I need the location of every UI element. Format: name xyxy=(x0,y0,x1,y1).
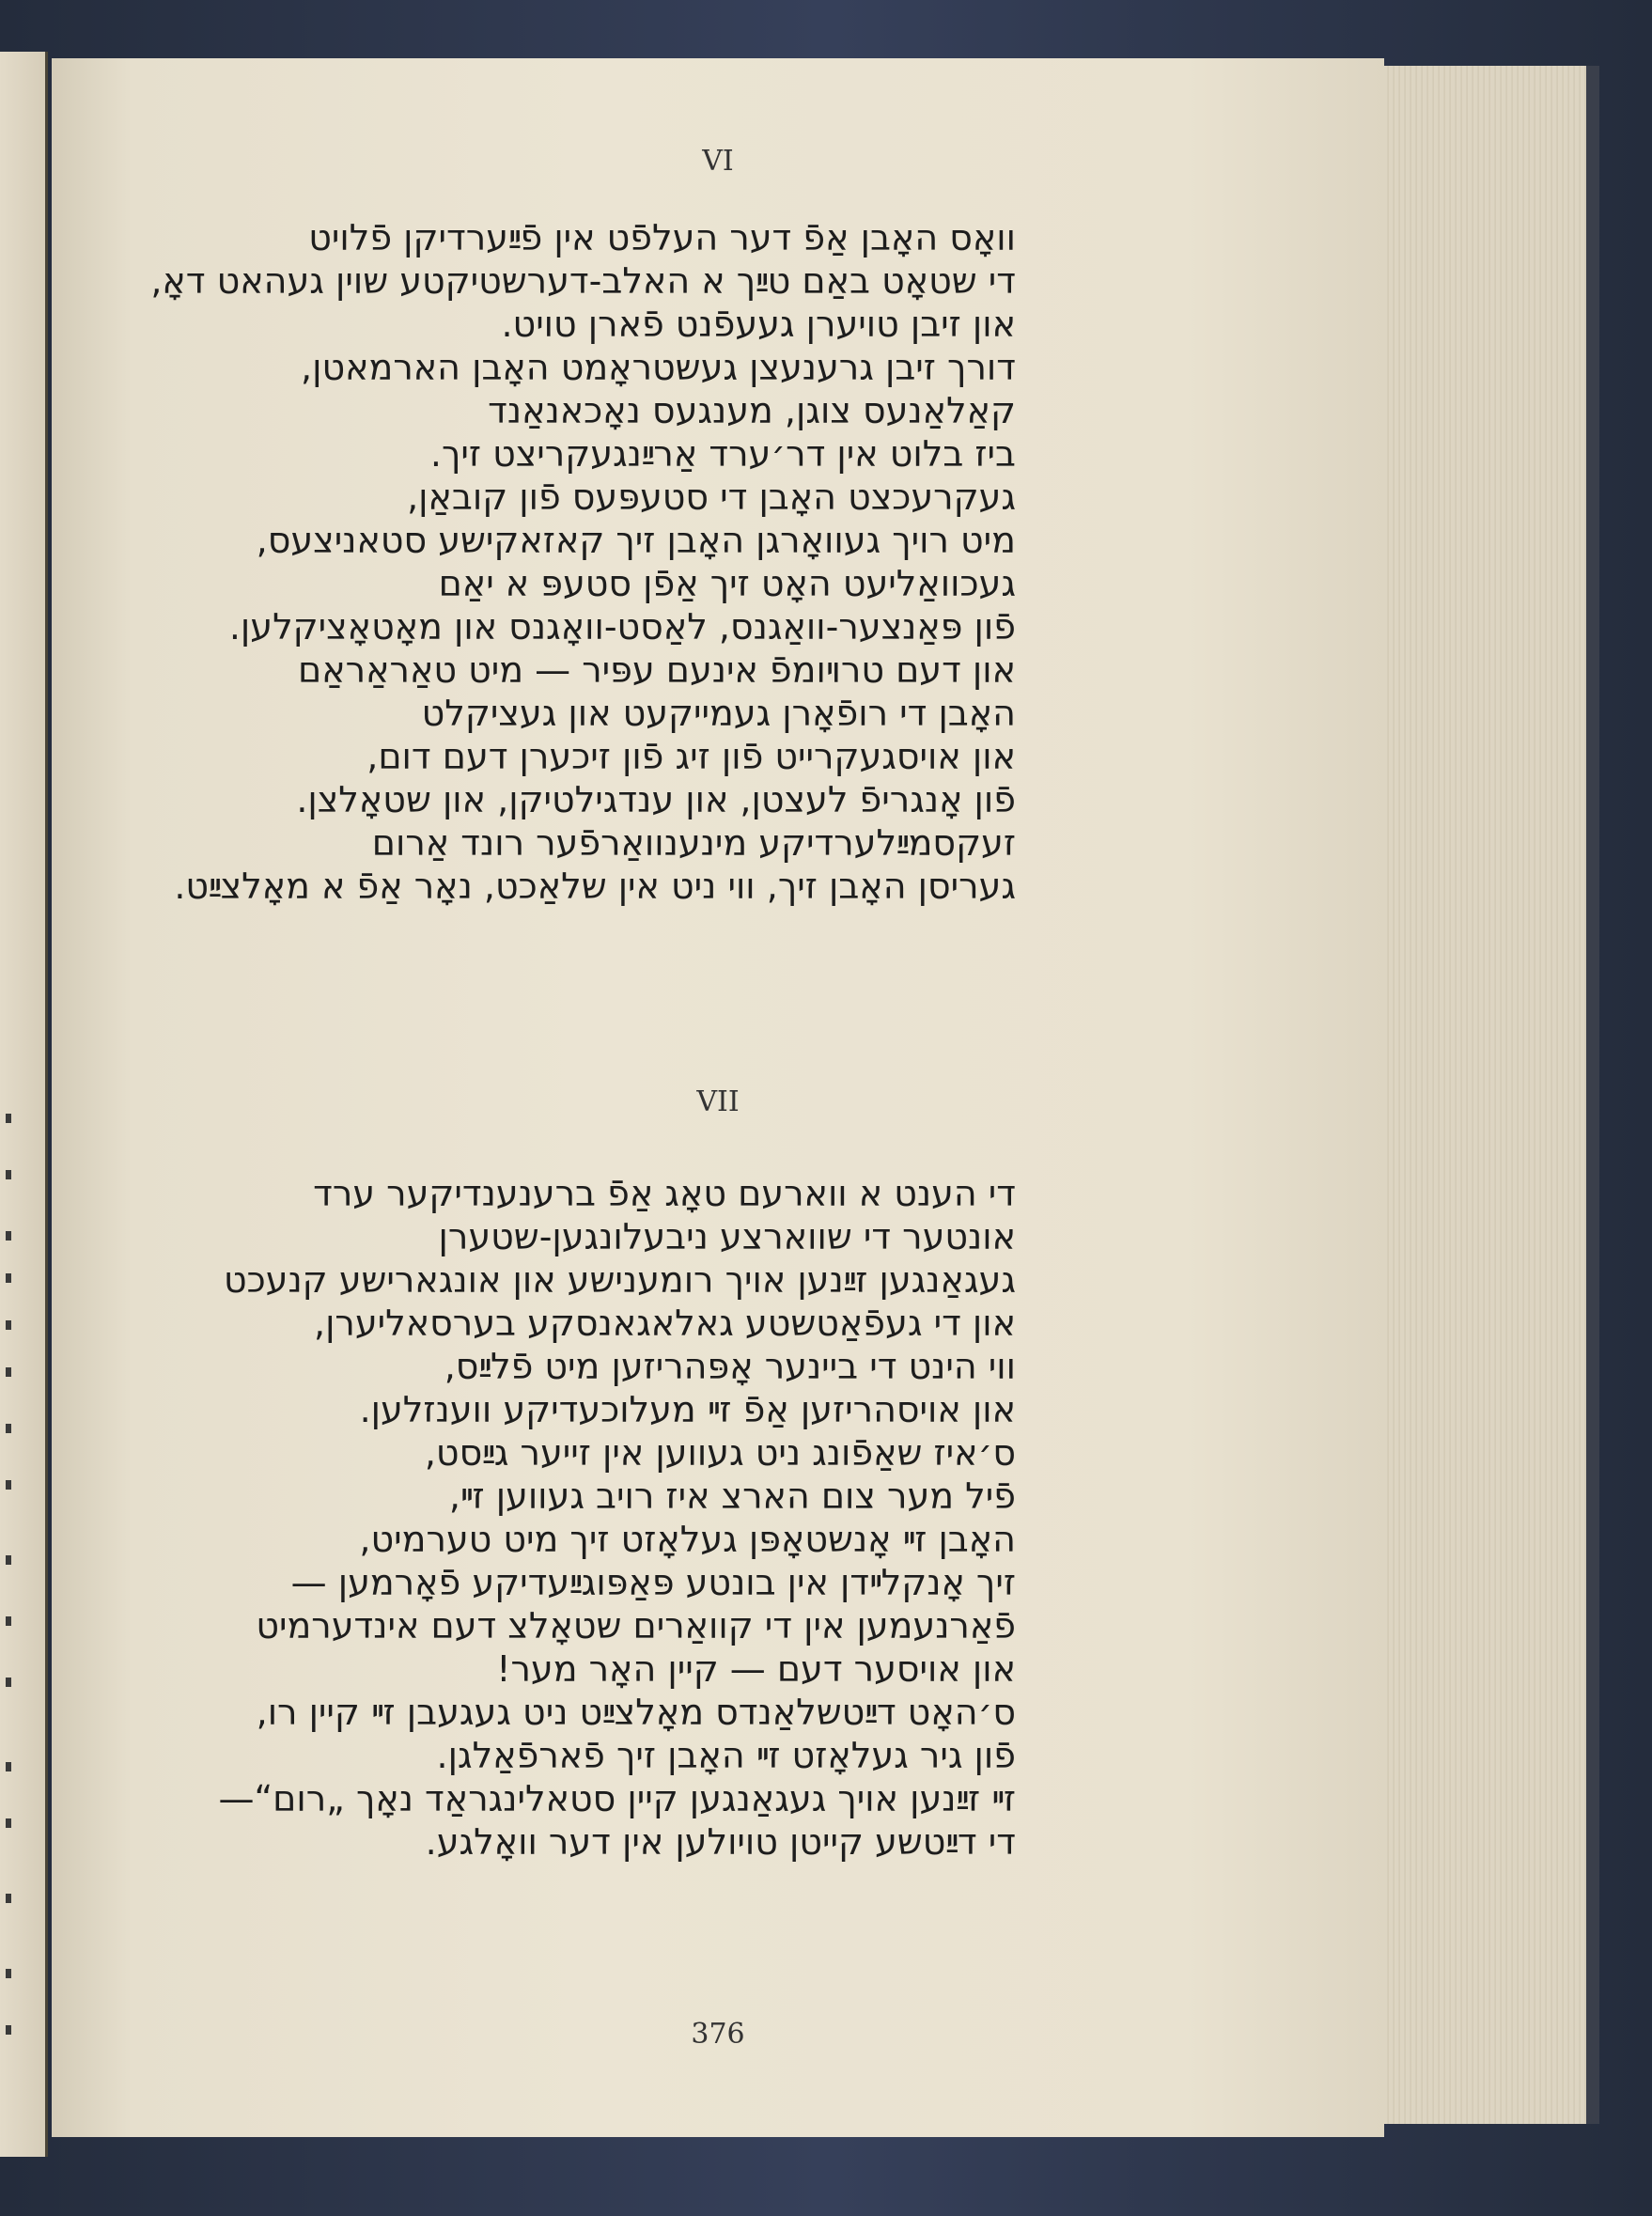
margin-mark xyxy=(6,1678,11,1687)
poem-line: די דײַטשע קייטן טויולען אין דער וואָלגע. xyxy=(425,1821,1016,1863)
page-number: 376 xyxy=(691,2018,745,2051)
previous-page-edge xyxy=(0,52,48,2157)
page-edges xyxy=(1384,66,1586,2124)
poem-line: דורך זיבן גרענעצן געשטראָמט האָבן הארמאטן, xyxy=(301,347,1016,388)
poem-line: ס׳האָט דײַטשלאַנדס מאָלצײַט ניט געגעבן זײ קיין רו, xyxy=(256,1692,1016,1733)
section-heading-vi: VI xyxy=(702,145,734,178)
poem-line: די שטאָט באַם טײַך א האלב-דערשטיקטע שוין געהאט דאָ, xyxy=(150,260,1016,302)
poem-line: וואָס האָבן אַפֿ דער העלפֿט אין פֿײַערדיקן פֿלויט xyxy=(308,217,1016,258)
poem-line: און דעם טרױומפֿ אינעם עפּיר — מיט טאַראַראַם xyxy=(298,649,1016,691)
margin-mark xyxy=(6,1894,11,1903)
poem-line: קאַלאַנעס צוגן, מענגעס נאָכאנאַנד xyxy=(488,390,1016,431)
spine-shadow xyxy=(1586,66,1599,2124)
poem-line: פֿון גיר געלאָזט זײ האָבן זיך פֿארפֿאַלגן. xyxy=(436,1735,1016,1776)
poem-line: געקרעכצט האָבן די סטעפּעס פֿון קובאַן, xyxy=(407,476,1016,518)
poem-line: ס׳איז שאַפֿונג ניט געווען אין זייער גײַסט, xyxy=(424,1432,1016,1474)
poem-line: פֿון פּאַנצער-וואַגנס, לאַסט-וואָגנס און מאָטאָציקלען. xyxy=(228,606,1016,648)
margin-mark xyxy=(6,1480,11,1490)
margin-mark xyxy=(6,1555,11,1565)
poem-line: זעקסמײַלערדיקע מינענוואַרפֿער רונד אַרום xyxy=(371,822,1016,864)
poem-line: אונטער די שווארצע ניבעלונגען-שטערן xyxy=(438,1216,1016,1257)
margin-mark xyxy=(6,1231,11,1241)
margin-mark xyxy=(6,1273,11,1283)
margin-mark xyxy=(6,1424,11,1433)
poem-line: געגאַנגען זײַנען אויך רומענישע און אונגארישע קנעכט xyxy=(223,1259,1016,1301)
poem-line: זיך אָנקלײדן אין בונטע פּאַפּוגײַעדיקע פֿאָרמען — xyxy=(290,1562,1016,1603)
margin-mark xyxy=(6,1320,11,1330)
stanza-vii xyxy=(95,1172,1016,1864)
poem-line: פֿאַרנעמען אין די קוואַרים שטאָלצ דעם אינדערמיט xyxy=(256,1605,1016,1646)
poem-line: און זיבן טויערן געעפֿנט פֿארן טויט. xyxy=(501,304,1016,345)
poem-line: ביז בלוט אין דר׳ערד אַרײַנגעקריצט זיך. xyxy=(429,433,1016,475)
poem-line: געריסן האָבן זיך, ווי ניט אין שלאַכט, נאָר אַפֿ א מאָלצײַט. xyxy=(174,866,1016,907)
book-page xyxy=(52,58,1384,2137)
margin-mark xyxy=(6,1114,11,1123)
poem-line: מיט רויך געוואָרגן האָבן זיך קאזאקישע סטאניצעס, xyxy=(256,520,1016,561)
margin-mark xyxy=(6,1616,11,1626)
poem-line: ווי הינט די ביינער אָפּהריזען מיט פֿלײַס, xyxy=(444,1346,1016,1387)
poem-line: און די געפֿאַטשטע גאלאגאנסקע בערסאליערן, xyxy=(313,1303,1016,1344)
margin-mark xyxy=(6,1367,11,1377)
margin-mark xyxy=(6,1818,11,1828)
poem-line: זײ זײַנען אויך געגאַנגען קיין סטאלינגראַד נאָך „רום“— xyxy=(218,1778,1016,1819)
margin-mark xyxy=(6,1969,11,1978)
poem-line: די הענט א ווארעם טאָג אַפֿ ברענענדיקער ערד xyxy=(313,1173,1016,1214)
stanza-vi xyxy=(95,216,1016,908)
poem-line: און אויסהריזען אַפֿ זײ מעלוכעדיקע ווענזלען. xyxy=(359,1389,1016,1430)
margin-mark xyxy=(6,2025,11,2035)
poem-line: און אויסגעקרייט פֿון זיג פֿון זיכערן דעם דום, xyxy=(366,736,1016,777)
poem-line: האָבן די רופֿאָרן געמייקעט און געציקלט xyxy=(421,693,1016,734)
poem-line: פֿיל מער צום הארצ איז רויב געווען זײ, xyxy=(448,1475,1016,1517)
poem-line: האָבן זײ אָנשטאָפּן געלאָזט זיך מיט טערמיט, xyxy=(359,1519,1016,1560)
poem-line: און אויסער דעם — קיין האָר מער! xyxy=(496,1648,1016,1690)
section-heading-vii: VII xyxy=(696,1085,740,1118)
poem-line: געכוואַליעט האָט זיך אַפֿן סטעפּ א יאַם xyxy=(438,563,1016,604)
poem-line: פֿון אָנגריפֿ לעצטן, און ענדגילטיקן, און שטאָלצן. xyxy=(296,779,1016,820)
margin-mark xyxy=(6,1170,11,1179)
margin-mark xyxy=(6,1762,11,1771)
